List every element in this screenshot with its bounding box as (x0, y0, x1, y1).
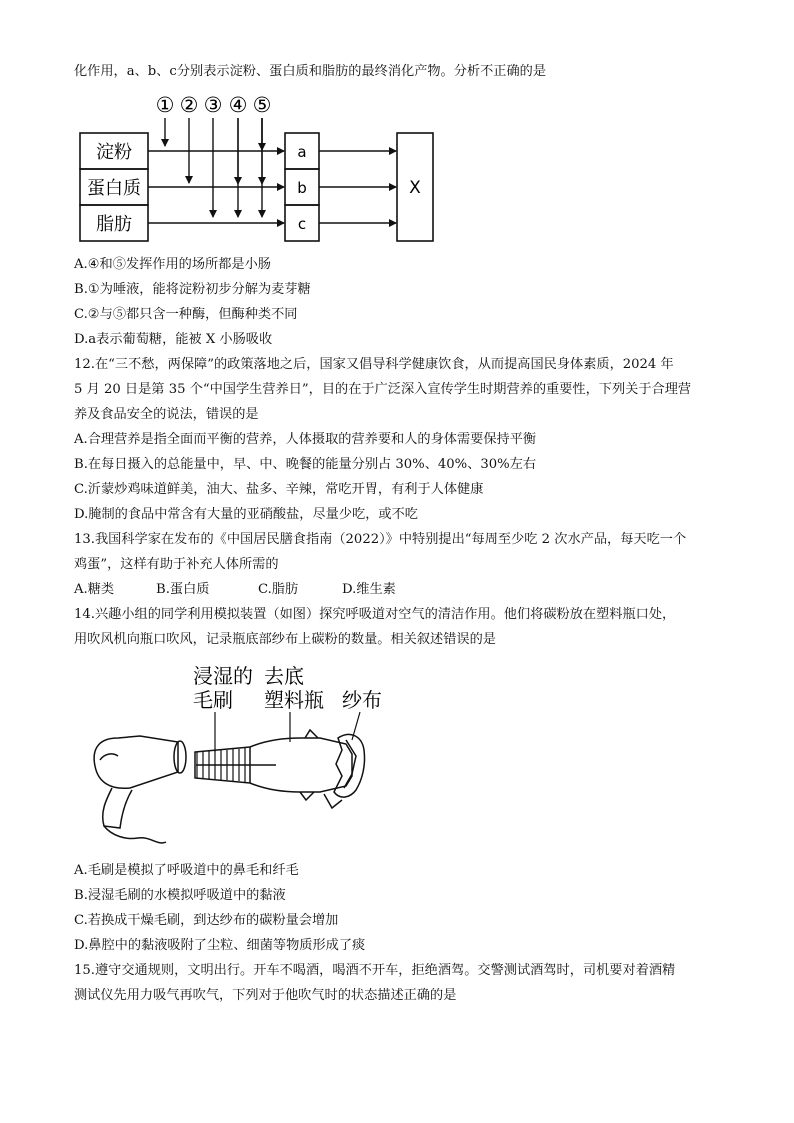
wet-brush-icon (196, 748, 276, 782)
q14-stem-line-1: 14.兴趣小组的同学利用模拟装置（如图）探究呼吸道对空气的清洁作用。他们将碳粉放在塑料瓶口处， (74, 607, 676, 622)
q12-option-a: A.合理营养是指全面而平衡的营养，人体摄取的营养要和人的身体需要保持平衡 (74, 432, 537, 447)
q15-stem-line-2: 测试仪先用力吸气再吹气，下列对于他吹气时的状态描述正确的是 (74, 988, 457, 1003)
nutrient-box-fat (80, 205, 148, 241)
q12-option-b: B.在每日摄入的总能量中，早、中、晚餐的能量分别占 30%、40%、30%左右 (74, 457, 537, 472)
q15-stem-line-1: 15.遵守交通规则，文明出行。开车不喝酒，喝酒不开车，拒绝酒驾。交警测试酒驾时，司机要对着酒精 (74, 963, 676, 978)
q13-option-b: B.蛋白质 (156, 582, 210, 597)
q12-stem-line-3: 养及食品安全的说法，错误的是 (74, 407, 259, 422)
product-label-b: b (297, 179, 307, 197)
q12-option-c: C.沂蒙炒鸡味道鲜美，油大、盐多、辛辣，常吃开胃，有利于人体健康 (74, 482, 484, 497)
q13-option-c: C.脂肪 (258, 582, 299, 597)
nutrient-label-starch: 淀粉 (96, 142, 132, 163)
target-label-x: X (409, 178, 421, 198)
q12-stem-line-2: 5 月 20 日是第 35 个“中国学生营养日”，目的在于广泛深入宣传学生时期营养的重要性，下列关于合理营 (74, 382, 692, 397)
q13-options (74, 581, 396, 599)
q13-stem-line-1: 13.我国科学家在发布的《中国居民膳食指南（2022）》中特别提出“每周至少吃 2 次水产品，每天吃一个 (74, 532, 687, 547)
circled-number-1: ① (155, 93, 175, 117)
label-wet-brush-line1: 浸湿的 (193, 664, 253, 688)
target-box-x (397, 133, 433, 241)
q14-option-b: B.浸湿毛刷的水模拟呼吸道中的黏液 (74, 888, 286, 903)
q14-option-d: D.鼻腔中的黏液吸附了尘粒、细菌等物质形成了痰 (74, 938, 366, 953)
nutrient-label-protein: 蛋白质 (87, 178, 141, 199)
circled-number-2: ② (179, 93, 199, 117)
label-bottle-line2: 塑料瓶 (264, 688, 324, 712)
q12-stem-line-1: 12.在“三不愁，两保障”的政策落地之后，国家又倡导科学健康饮食，从而提高国民身体素质，2024 年 (74, 357, 674, 372)
q13-option-a: A.糖类 (74, 582, 115, 597)
nutrient-label-fat: 脂肪 (96, 214, 132, 235)
circled-number-5: ⑤ (252, 93, 272, 117)
circled-number-4: ④ (228, 93, 248, 117)
q11-option-a: A.④和⑤发挥作用的场所都是小肠 (74, 257, 271, 272)
product-box-a (285, 133, 319, 169)
label-wet-brush-line2: 毛刷 (193, 688, 233, 712)
product-box-c (285, 205, 319, 241)
product-label-c: c (297, 215, 307, 233)
q11-stem: 化作用，a、b、c分别表示淀粉、蛋白质和脂肪的最终消化产物。分析不正确的是 (74, 64, 547, 79)
nutrient-box-protein (80, 169, 148, 205)
nutrient-box-starch (80, 133, 148, 169)
q13-option-d: D.维生素 (342, 582, 396, 597)
q11-option-b: B.①为唾液，能将淀粉初步分解为麦芽糖 (74, 282, 311, 297)
q11-option-c: C.②与⑤都只含一种酶，但酶种类不同 (74, 307, 298, 322)
product-box-b (285, 169, 319, 205)
q13-stem-line-2: 鸡蛋”，这样有助于补充人体所需的 (74, 557, 279, 572)
circled-number-3: ③ (203, 93, 223, 117)
q11-option-d: D.a表示葡萄糖，能被 X 小肠吸收 (74, 332, 273, 347)
q14-option-a: A.毛刷是模拟了呼吸道中的鼻毛和纤毛 (74, 863, 299, 878)
plastic-bottle-icon (195, 730, 352, 800)
hair-dryer-icon (94, 736, 186, 843)
label-bottle-line1: 去底 (264, 664, 304, 688)
q12-option-d: D.腌制的食品中常含有大量的亚硝酸盐，尽量少吃，或不吃 (74, 507, 418, 522)
label-gauze: 纱布 (342, 688, 382, 712)
gauze-icon (324, 734, 365, 808)
q14-stem-line-2: 用吹风机向瓶口吹风，记录瓶底部纱布上碳粉的数量。相关叙述错误的是 (74, 632, 496, 647)
product-label-a: a (297, 143, 307, 161)
q14-option-c: C.若换成干燥毛刷，到达纱布的碳粉量会增加 (74, 913, 339, 928)
